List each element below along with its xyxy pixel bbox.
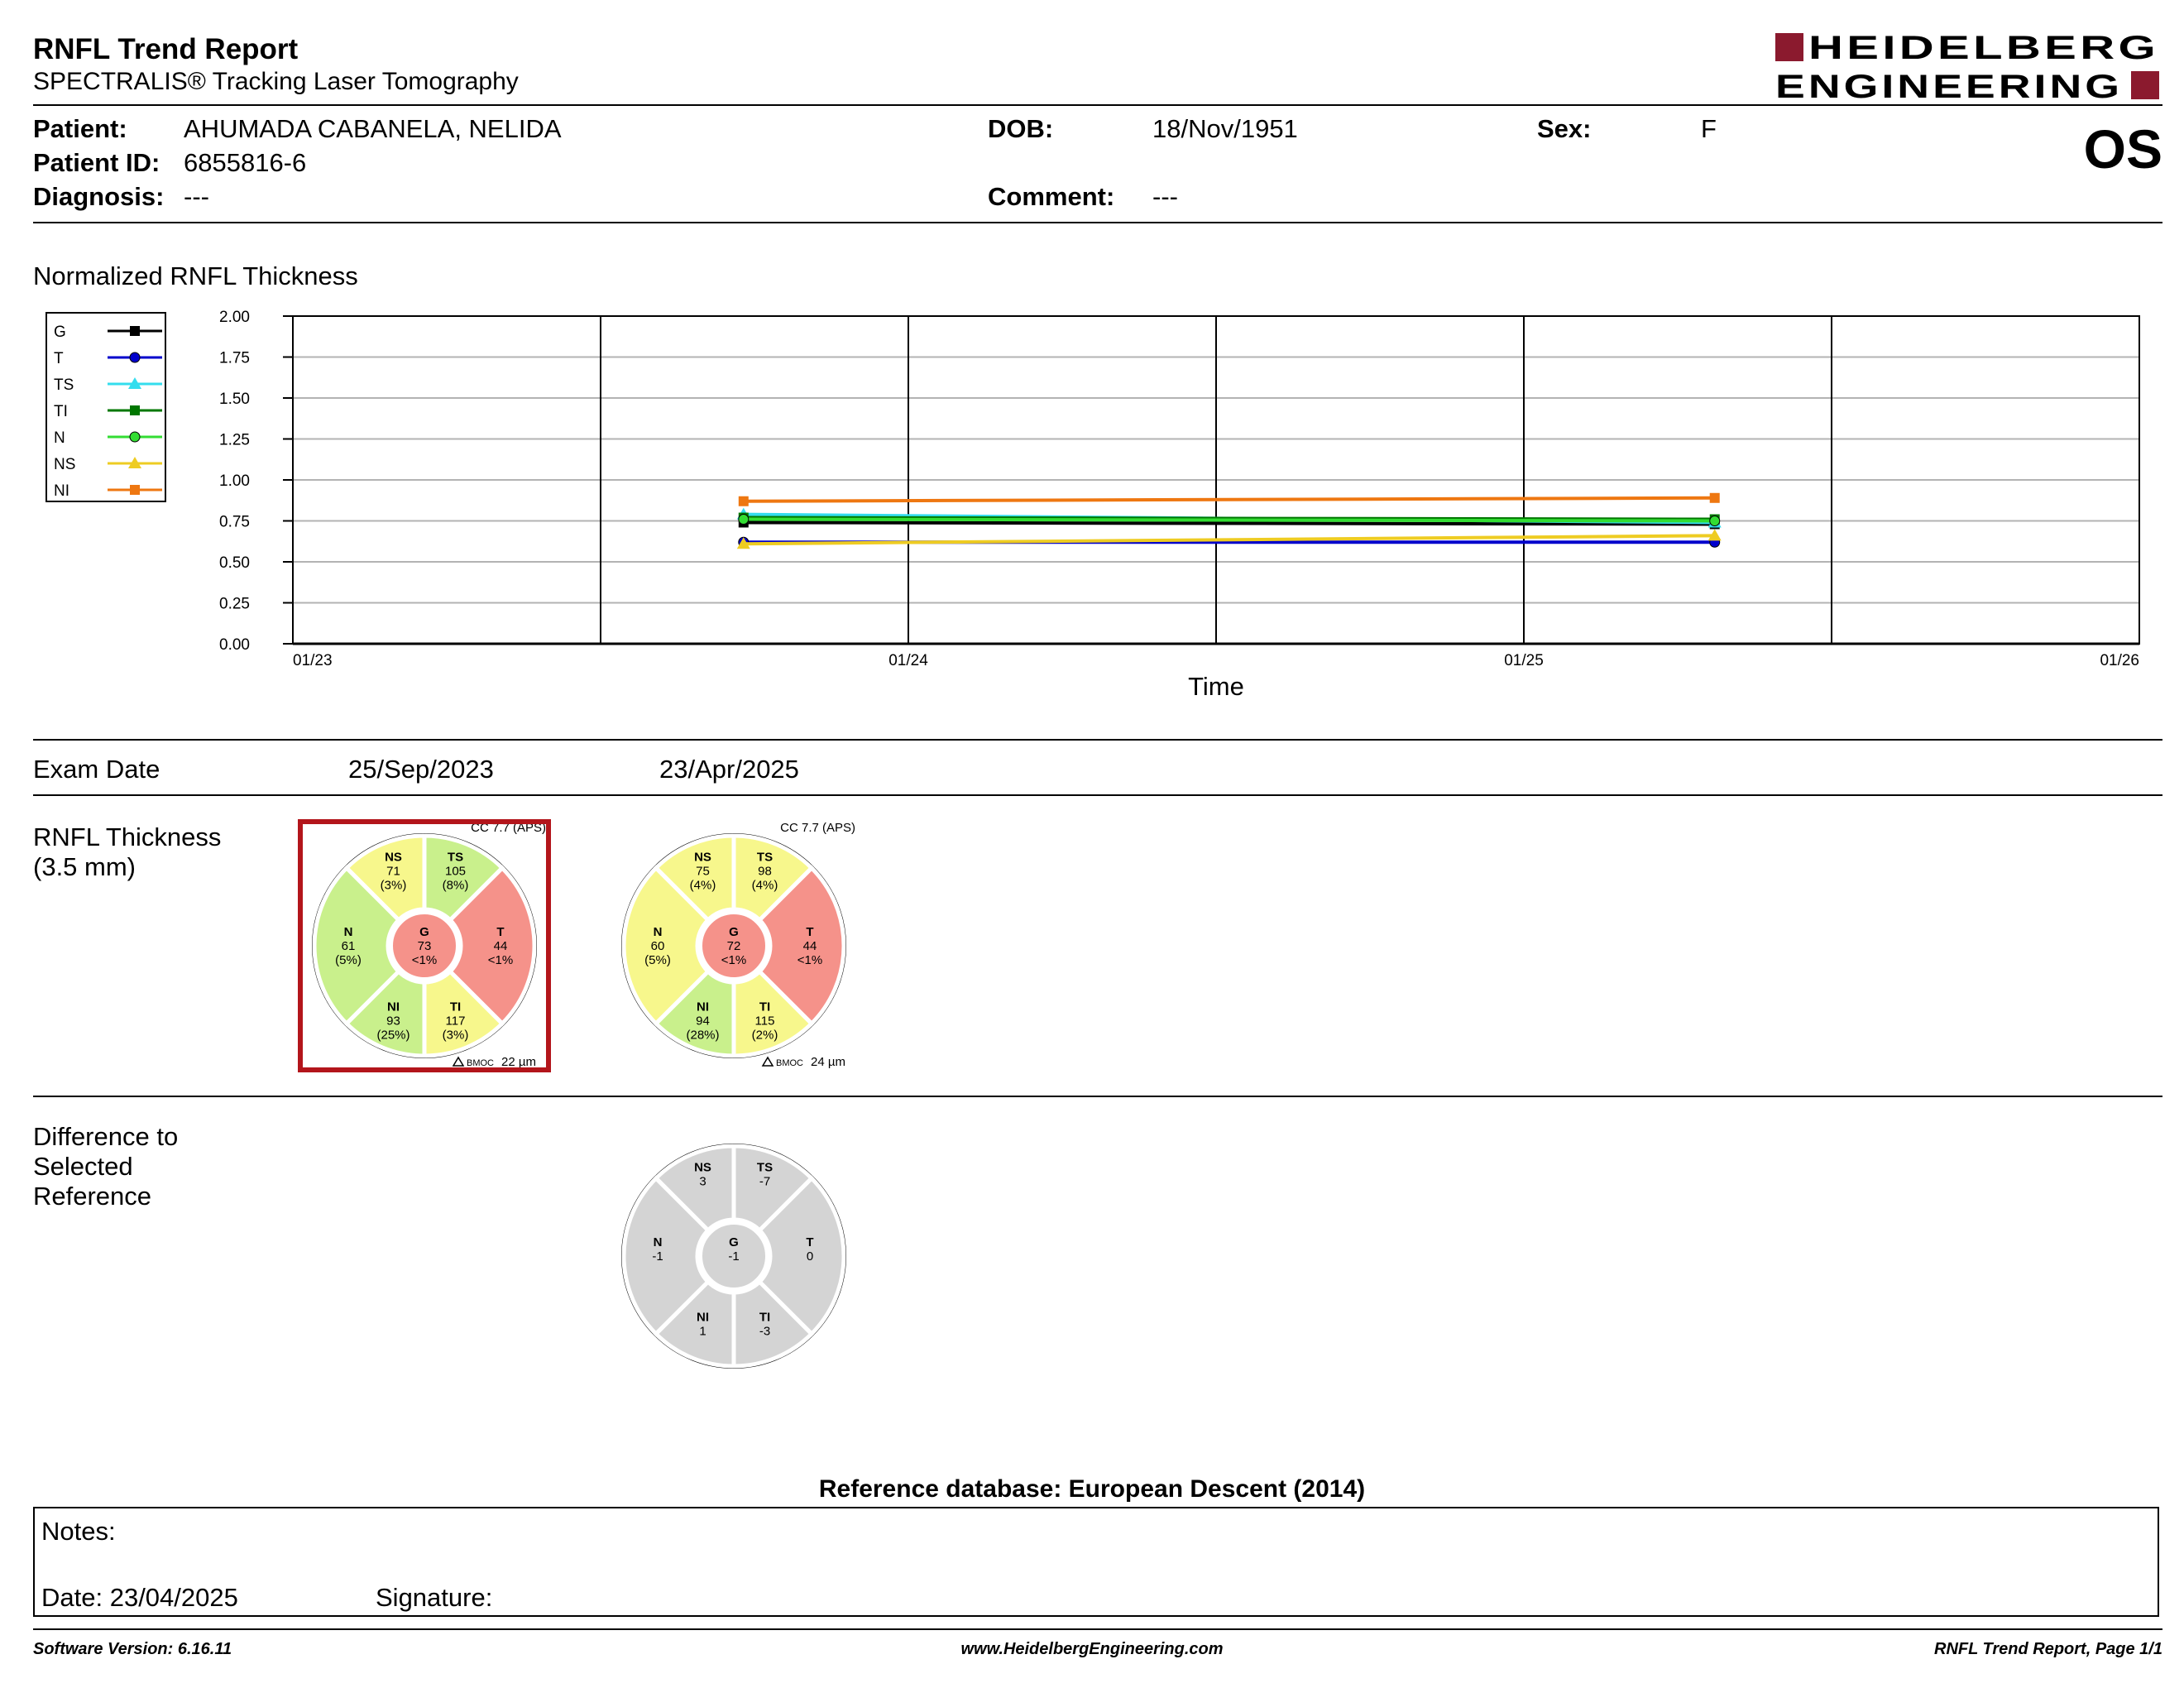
svg-text:(3%): (3%) — [380, 878, 407, 893]
legend-marker — [130, 326, 140, 336]
svg-text:117: 117 — [445, 1014, 466, 1029]
svg-text:1: 1 — [699, 1324, 706, 1339]
comment-label: Comment: — [988, 182, 1115, 211]
svg-text:(4%): (4%) — [751, 878, 778, 893]
y-tick-label: 1.50 — [219, 391, 250, 408]
dob-value: 18/Nov/1951 — [1152, 114, 1298, 143]
data-point-ni — [1710, 493, 1720, 503]
svg-text:22 µm: 22 µm — [501, 1055, 536, 1069]
data-point-n — [1710, 516, 1720, 526]
notes-label: Notes: — [41, 1517, 116, 1546]
heidelberg-logo — [1770, 30, 2164, 103]
report-title: RNFL Trend Report — [33, 33, 299, 65]
svg-text:98: 98 — [758, 864, 772, 879]
svg-text:G: G — [419, 925, 429, 939]
exam-date-1: 25/Sep/2023 — [348, 755, 494, 784]
notes-box[interactable] — [33, 1507, 2159, 1617]
footer-divider — [33, 1628, 2162, 1630]
patient-label: Patient: — [33, 114, 127, 143]
y-tick-label: 2.00 — [219, 309, 250, 326]
svg-text:G: G — [729, 925, 739, 939]
legend-label: N — [54, 429, 65, 447]
svg-text:TI: TI — [759, 1310, 771, 1325]
svg-text:94: 94 — [696, 1014, 710, 1029]
data-point-ni — [739, 496, 749, 506]
legend-marker — [130, 352, 140, 362]
svg-text:TI: TI — [449, 1000, 462, 1014]
patient-id: 6855816-6 — [184, 148, 307, 177]
x-axis-label: Time — [1188, 672, 1244, 701]
bmoc-label — [453, 1055, 536, 1069]
svg-text:105: 105 — [444, 864, 467, 879]
exam-divider — [33, 794, 2162, 796]
website-link[interactable]: www.HeidelbergEngineering.com — [960, 1640, 1224, 1658]
svg-text:44: 44 — [493, 939, 508, 953]
chart-divider — [33, 739, 2162, 741]
difference-label-3: Reference — [33, 1182, 152, 1211]
svg-text:-3: -3 — [759, 1324, 771, 1339]
legend-label: G — [54, 324, 66, 341]
legend-label: TI — [54, 403, 68, 420]
y-tick-label: 0.25 — [219, 595, 250, 613]
signature-label: Signature: — [376, 1583, 493, 1612]
svg-text:<1%: <1% — [487, 953, 514, 967]
legend-marker — [130, 432, 140, 442]
svg-text:0: 0 — [806, 1249, 814, 1264]
svg-text:NI: NI — [696, 1310, 709, 1325]
svg-text:75: 75 — [696, 864, 710, 879]
notes-date: Date: 23/04/2025 — [41, 1583, 238, 1612]
software-version: Software Version: 6.16.11 — [33, 1640, 232, 1658]
y-tick-label: 0.50 — [219, 554, 250, 572]
sex-label: Sex: — [1537, 114, 1592, 143]
sector-label-n — [652, 1235, 663, 1264]
svg-text:NI: NI — [386, 1000, 400, 1014]
delta-icon — [763, 1057, 773, 1066]
svg-text:TS: TS — [756, 850, 774, 865]
difference-label-2: Selected — [33, 1152, 133, 1181]
chart-title: Normalized RNFL Thickness — [33, 261, 358, 290]
chart-legend — [46, 313, 165, 501]
legend-label: TS — [54, 376, 74, 394]
sector-label-g — [728, 1235, 739, 1264]
legend-marker — [130, 485, 140, 495]
svg-text:(25%): (25%) — [376, 1028, 410, 1043]
logo-line2: ENGINEERING — [1775, 69, 2123, 103]
eye-indicator: OS — [2083, 118, 2162, 180]
svg-text:24 µm: 24 µm — [811, 1055, 845, 1069]
y-tick-label: 0.75 — [219, 513, 250, 531]
svg-text:71: 71 — [386, 864, 400, 879]
svg-text:(8%): (8%) — [442, 878, 469, 893]
svg-text:BMOC: BMOC — [467, 1058, 494, 1068]
svg-text:G: G — [729, 1235, 739, 1249]
legend-label: NS — [54, 456, 76, 473]
header-divider — [33, 104, 2162, 106]
legend-label: NI — [54, 482, 69, 500]
svg-text:NI: NI — [696, 1000, 709, 1014]
rnfl-label-2: (3.5 mm) — [33, 852, 136, 881]
svg-text:(5%): (5%) — [335, 953, 362, 967]
svg-text:61: 61 — [341, 939, 356, 953]
svg-text:TS: TS — [447, 850, 464, 865]
rnfl-circle-exam-1[interactable] — [298, 819, 551, 1072]
svg-text:72: 72 — [726, 939, 741, 953]
svg-text:N: N — [653, 1235, 663, 1249]
svg-text:(2%): (2%) — [751, 1028, 778, 1043]
patient-id-label: Patient ID: — [33, 148, 160, 177]
svg-text:60: 60 — [650, 939, 665, 953]
legend-marker — [130, 405, 140, 415]
svg-text:NS: NS — [694, 1160, 711, 1175]
svg-text:NS: NS — [385, 850, 402, 865]
svg-text:T: T — [806, 1235, 814, 1249]
y-tick-label: 1.25 — [219, 431, 250, 449]
svg-text:NS: NS — [694, 850, 711, 865]
series-line-ni — [744, 498, 1715, 501]
svg-text:TS: TS — [756, 1160, 774, 1175]
svg-text:N: N — [343, 925, 353, 939]
y-tick-label: 1.00 — [219, 472, 250, 490]
svg-text:93: 93 — [386, 1014, 400, 1029]
rnfl-divider — [33, 1096, 2162, 1097]
sector-label-t — [806, 1235, 813, 1264]
report-subtitle: SPECTRALIS® Tracking Laser Tomography — [33, 68, 519, 95]
logo-line1: HEIDELBERG — [1808, 30, 2159, 66]
svg-text:-1: -1 — [652, 1249, 663, 1264]
diagnosis-value: --- — [184, 182, 209, 211]
diagnosis-label: Diagnosis: — [33, 182, 165, 211]
exam-date-2: 23/Apr/2025 — [659, 755, 799, 784]
svg-text:<1%: <1% — [721, 953, 747, 967]
sex-value: F — [1701, 114, 1717, 143]
svg-text:T: T — [496, 925, 505, 939]
svg-text:BMOC: BMOC — [776, 1058, 803, 1068]
svg-text:(3%): (3%) — [442, 1028, 469, 1043]
svg-text:(5%): (5%) — [644, 953, 671, 967]
y-axis-ticks — [219, 309, 250, 654]
dob-label: DOB: — [988, 114, 1054, 143]
page-number: RNFL Trend Report, Page 1/1 — [1934, 1640, 2162, 1658]
difference-circle — [607, 1129, 860, 1383]
legend-label: T — [54, 350, 64, 367]
x-tick-label: 01/24 — [888, 652, 928, 669]
svg-text:73: 73 — [417, 939, 432, 953]
patient-divider — [33, 222, 2162, 223]
trend-chart — [33, 298, 2167, 712]
series-line-n — [744, 520, 1715, 521]
y-tick-label: 0.00 — [219, 636, 250, 654]
svg-text:T: T — [806, 925, 814, 939]
svg-text:N: N — [653, 925, 663, 939]
x-axis-ticks — [293, 652, 2139, 669]
x-tick-label: 01/25 — [1504, 652, 1544, 669]
svg-text:115: 115 — [754, 1014, 775, 1029]
cc-label: CC 7.7 (APS) — [780, 821, 855, 835]
patient-name: AHUMADA CABANELA, NELIDA — [184, 114, 562, 143]
svg-text:(28%): (28%) — [686, 1028, 720, 1043]
bmoc-label — [763, 1055, 845, 1069]
delta-icon — [453, 1057, 463, 1066]
y-tick-label: 1.75 — [219, 349, 250, 367]
svg-text:<1%: <1% — [411, 953, 438, 967]
svg-text:-1: -1 — [728, 1249, 740, 1264]
svg-text:44: 44 — [802, 939, 817, 953]
cc-label: CC 7.7 (APS) — [471, 821, 546, 835]
svg-text:TI: TI — [759, 1000, 771, 1014]
exam-date-label: Exam Date — [33, 755, 160, 784]
x-tick-label: 01/23 — [293, 652, 333, 669]
x-tick-label: 01/26 — [2100, 652, 2139, 669]
sector-label-ti — [759, 1311, 770, 1339]
reference-database: Reference database: European Descent (2014) — [818, 1475, 1366, 1503]
svg-text:(4%): (4%) — [689, 878, 716, 893]
difference-label-1: Difference to — [33, 1122, 179, 1151]
comment-value: --- — [1152, 182, 1178, 211]
rnfl-circle-exam-2[interactable] — [607, 819, 860, 1072]
chart-series — [737, 493, 1722, 549]
data-point-n — [739, 515, 749, 525]
rnfl-label-1: RNFL Thickness — [33, 822, 222, 851]
chart-grid — [283, 316, 2139, 644]
svg-text:-7: -7 — [759, 1174, 771, 1189]
svg-text:<1%: <1% — [797, 953, 823, 967]
svg-text:3: 3 — [699, 1174, 706, 1189]
